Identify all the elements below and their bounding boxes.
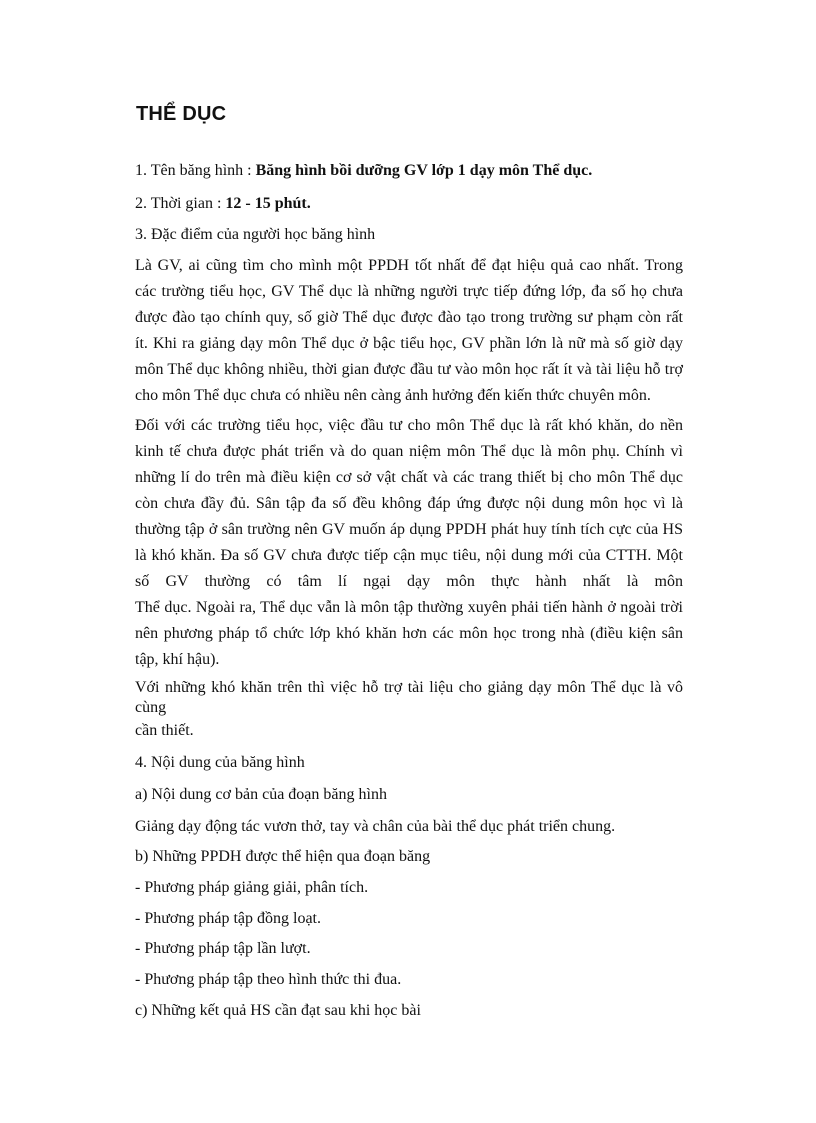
para3-line: cần thiết. (135, 722, 194, 739)
method-item: - Phương pháp tập đồng loạt. (135, 910, 321, 927)
para1-line: Là GV, ai cũng tìm cho mình một PPDH tốt nhất để đạt hiệu quả cao nhất. Trong (135, 257, 683, 274)
para2-line: nên phương pháp tổ chức lớp khó khăn hơn các môn học trong nhà (điều kiện sân (135, 625, 683, 642)
item3-heading: 3. Đặc điểm của người học băng hình (135, 226, 376, 243)
item-tape-name (135, 160, 683, 182)
item-tape-name-label: 1. Tên băng hình : (135, 162, 256, 179)
para1-line: được đào tạo chính quy, số giờ Thể dục được đào tạo trong trường sư phạm còn rất (135, 309, 683, 326)
para2-line: số GV thường có tâm lí ngại dạy môn thực hành nhất là môn (135, 573, 683, 590)
para2-line: tập, khí hậu). (135, 651, 220, 668)
para2-line: Đối với các trường tiểu học, việc đầu tư cho môn Thể dục là rất khó khăn, do nền (135, 417, 683, 434)
para2-line: thường tập ở sân trường nên GV muốn áp dụng PPDH phát huy tính tích cực của HS (135, 521, 683, 538)
para2-line: kinh tế chưa được phát triển và do quan niệm môn Thể dục là môn phụ. Chính vì (135, 443, 683, 460)
para2-line: những lí do trên mà điều kiện cơ sở vật chất và các trang thiết bị cho môn Thể dục (135, 469, 683, 486)
item4b-heading: b) Những PPDH được thể hiện qua đoạn băng (135, 848, 431, 865)
para1-line: cho môn Thể dục chưa có nhiều nên càng ảnh hưởng đến kiến thức chuyên môn. (135, 387, 651, 404)
method-item: - Phương pháp tập lần lượt. (135, 940, 311, 957)
item4c-heading: c) Những kết quả HS cần đạt sau khi học bài (135, 1002, 421, 1019)
item4-heading: 4. Nội dung của băng hình (135, 754, 305, 771)
item-tape-name-value: Băng hình bồi dưỡng GV lớp 1 dạy môn Thể dục. (255, 162, 593, 179)
para3-line: cùng (135, 699, 167, 716)
method-item: - Phương pháp tập theo hình thức thi đua. (135, 971, 402, 988)
method-item: - Phương pháp giảng giải, phân tích. (135, 879, 369, 896)
para1-line: các trường tiểu học, GV Thể dục là những người trực tiếp đứng lớp, đa số họ chưa (135, 283, 683, 300)
para2-line: là khó khăn. Đa số GV chưa được tiếp cận mục tiêu, nội dung mới của CTTH. Một (135, 547, 683, 564)
item-duration-label: 2. Thời gian : (135, 195, 226, 212)
para2-line: Thể dục. Ngoài ra, Thể dục vẫn là môn tập thường xuyên phải tiến hành ở ngoài trời (135, 599, 683, 616)
item4a-heading: a) Nội dung cơ bản của đoạn băng hình (135, 786, 387, 803)
item-duration (135, 193, 683, 215)
para2-line: còn chưa đầy đủ. Sân tập đa số đều không đáp ứng được nội dung môn học vì là (135, 495, 683, 512)
para1-line: môn Thể dục không nhiều, thời gian được đầu tư vào môn học rất ít và tài liệu hỗ trợ (135, 361, 683, 378)
item-duration-value: 12 - 15 phút. (225, 195, 311, 212)
para3-line: Với những khó khăn trên thì việc hỗ trợ tài liệu cho giảng dạy môn Thể dục là vô (135, 679, 683, 696)
page-title: THỂ DỤC (136, 103, 227, 125)
para1-line: ít. Khi ra giảng dạy môn Thể dục ở bậc tiểu học, GV phần lớn là nữ mà số giờ dạy (135, 335, 683, 352)
item4a-text: Giảng dạy động tác vươn thở, tay và chân của bài thể dục phát triển chung. (135, 818, 616, 835)
